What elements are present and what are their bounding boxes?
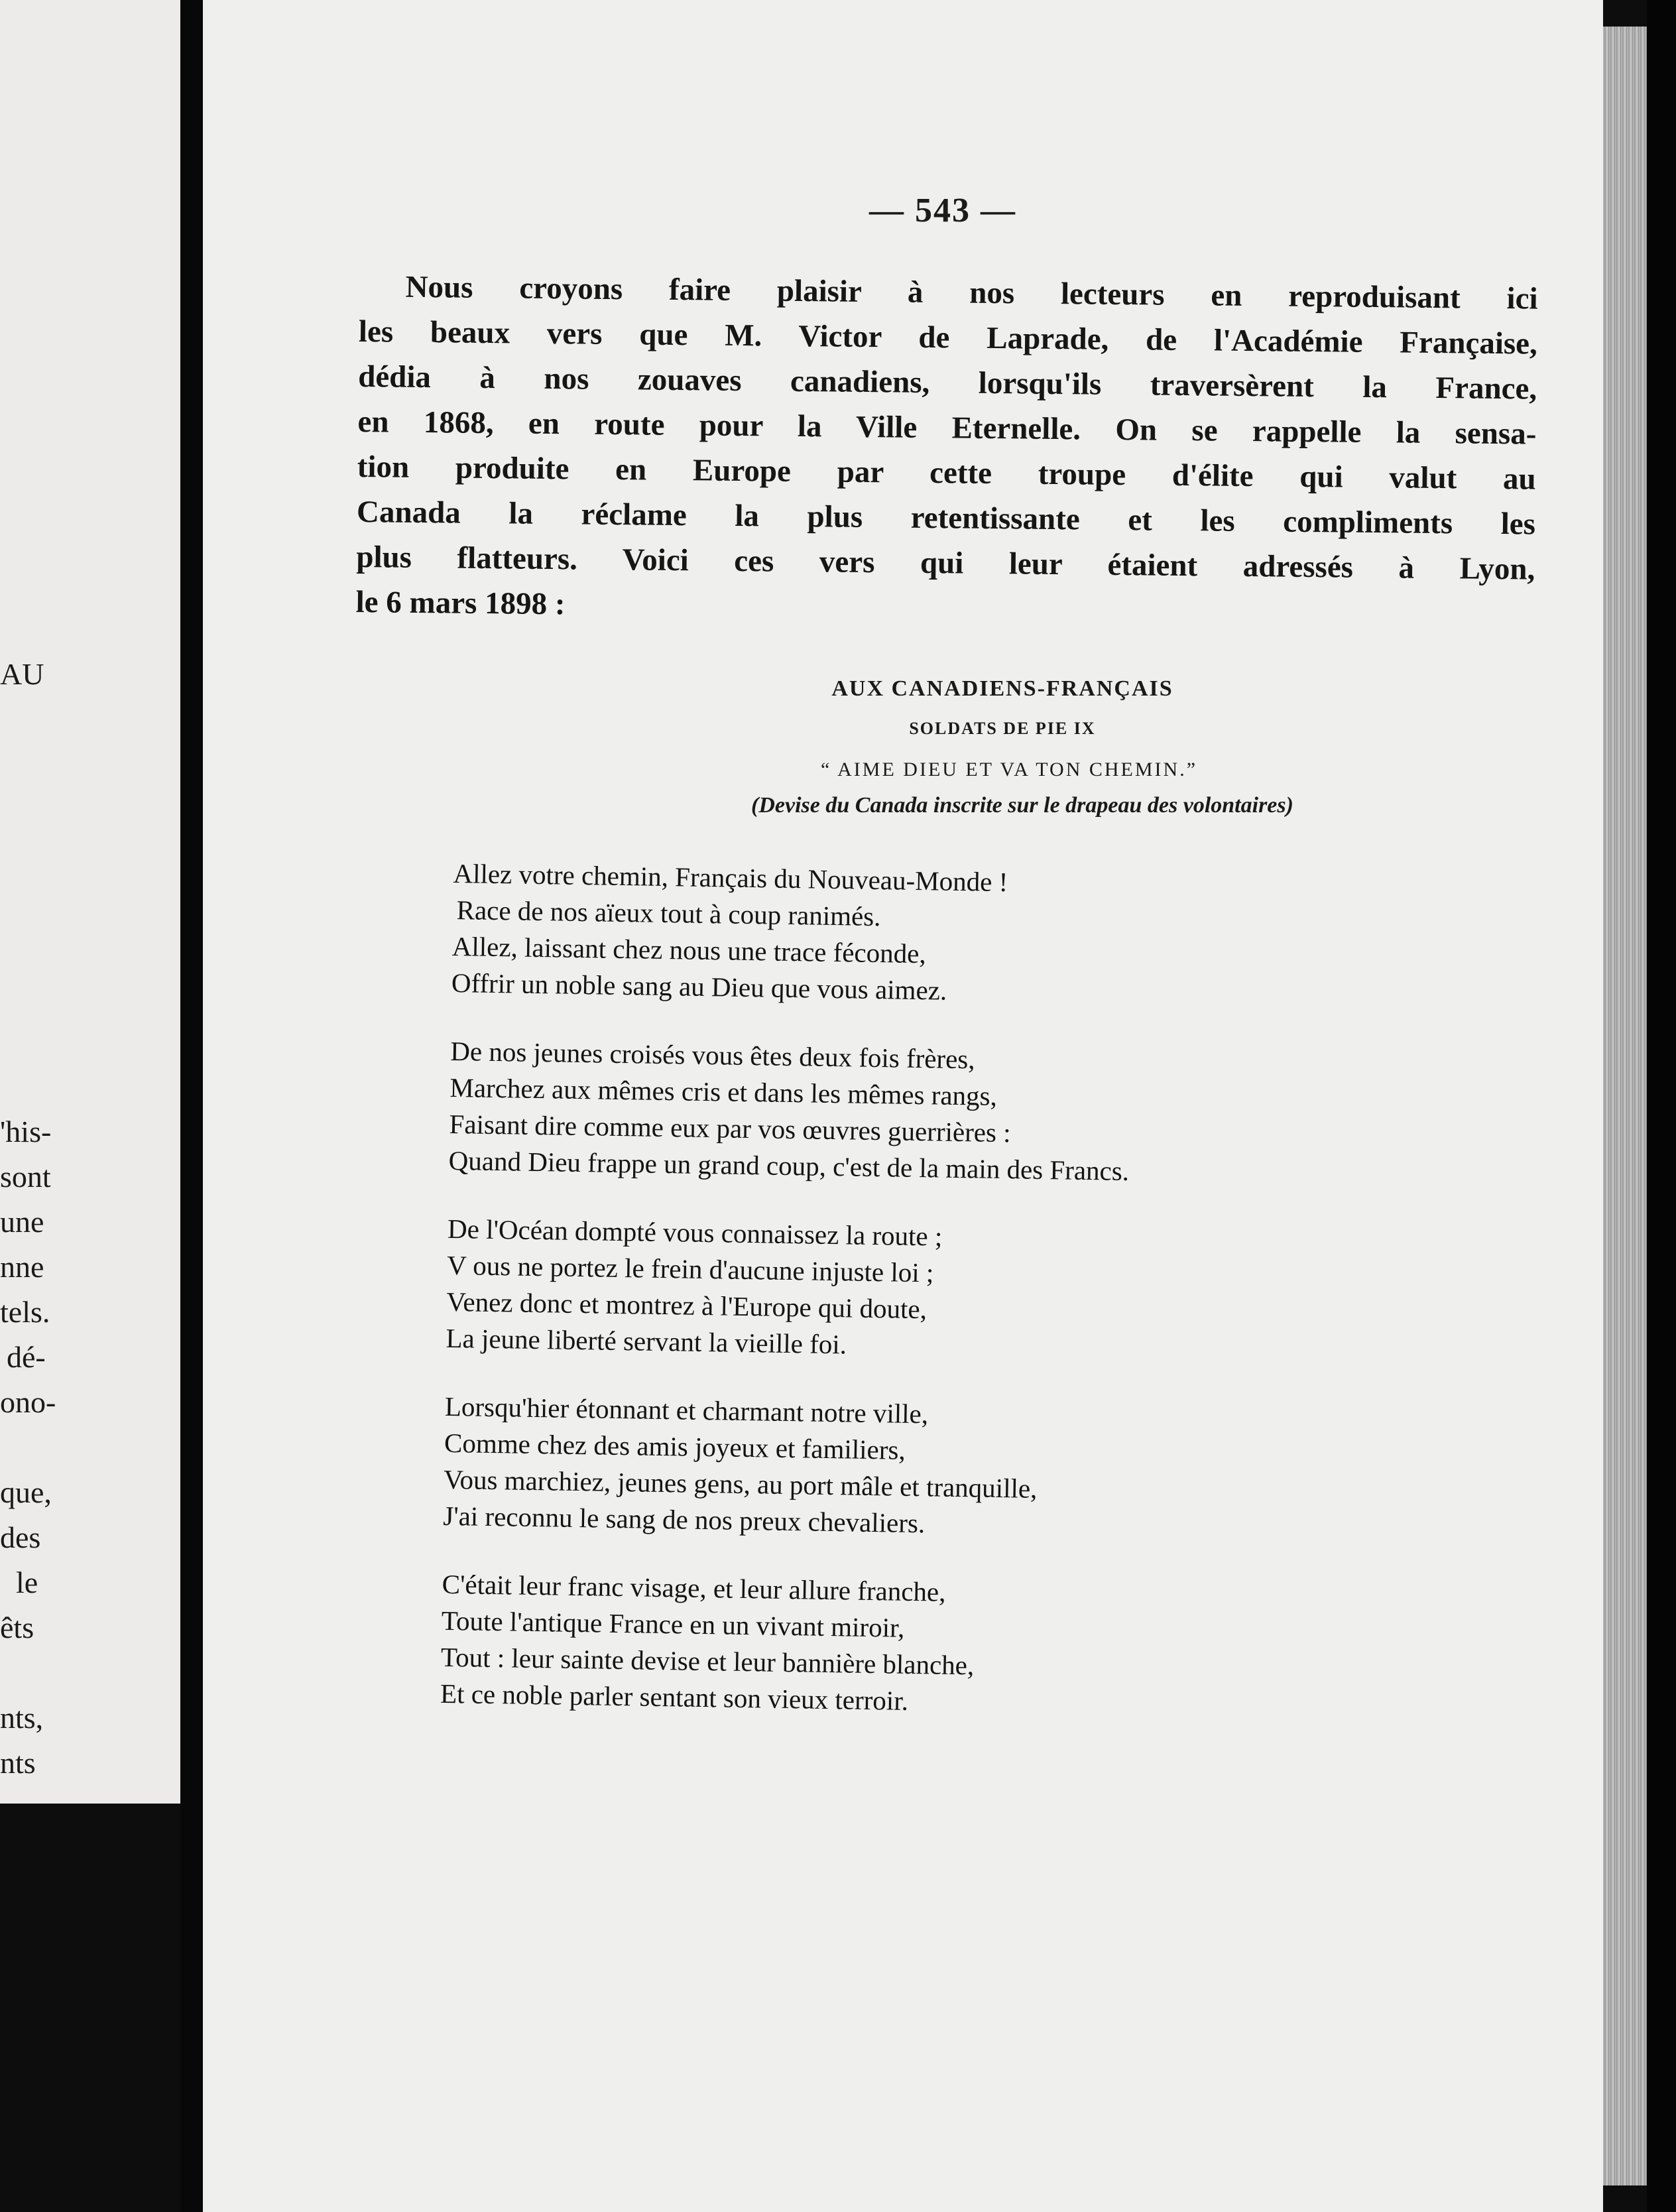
intro-line: Nous croyons faire plaisir à nos lecteurs en reproduisant ici [405,269,1538,316]
poem-verse: Vous marchiez, jeunes gens, au port mâle et tranquille, [443,1463,1038,1504]
book-gutter [180,0,203,2212]
left-page-fragment: tels. [0,1295,50,1329]
poem-stanza [448,1033,1484,1195]
poem-title: AUX CANADIENS-FRANÇAIS [831,676,1173,701]
intro-line: dédia à nos zouaves canadiens, lorsqu'ils traversèrent la France, [357,359,1537,406]
left-page-fragment: une [0,1205,44,1239]
page-number: — 543 — [869,192,1016,229]
poem-stanza [443,1388,1479,1550]
poem-verse: J'ai reconnu le sang de nos preux chevaliers. [442,1500,926,1539]
book-page [203,0,1603,2212]
intro-line: Canada la réclame la plus retentissante et les compliments les [356,494,1536,542]
poem-verse: Lorsqu'hier étonnant et charmant notre ville, [444,1390,929,1430]
scan-border [1647,0,1676,2212]
intro-paragraph [355,264,1538,637]
poem-verse: Toute l'antique France en un vivant miroir, [441,1605,905,1643]
left-page-fragment: AU [0,657,44,691]
poem-body [440,855,1488,1760]
poem-verse: Quand Dieu frappe un grand coup, c'est de la main des Francs. [448,1144,1130,1187]
poem-verse: De l'Océan dompté vous connaissez la route ; [447,1213,943,1252]
intro-line: en 1868, en route pour la Ville Eternelle. On se rappelle la sensa- [357,404,1537,452]
left-page-fragment: le [16,1566,38,1599]
left-page-fragment: 'his- [0,1115,52,1148]
left-page-fragment: dé- [7,1340,46,1374]
poem-verse: Et ce noble parler sentant son vieux terroir. [440,1678,909,1716]
poem-verse: Tout : leur sainte devise et leur bannière blanche, [440,1641,975,1681]
poem-verse: Comme chez des amis joyeux et familiers, [444,1427,906,1465]
poem-stanza [440,1566,1476,1728]
intro-line: tion produite en Europe par cette troupe d'élite qui valut au [357,449,1536,497]
poem-motto: “ AIME DIEU ET VA TON CHEMIN.” [820,759,1198,780]
poem-verse: Allez, laissant chez nous une trace féconde, [451,930,927,969]
poem-verse: C'était leur franc visage, et leur allure franche, [442,1568,946,1607]
poem-stanza [451,855,1488,1017]
poem-stanza [446,1211,1482,1373]
poem-verse: Race de nos aïeux tout à coup ranimés. [456,894,881,932]
poem-verse: La jeune liberté servant la vieille foi. [446,1322,847,1360]
left-page-fragment: nne [0,1250,44,1284]
poem-verse: Faisant dire comme eux par vos œuvres guerrières : [449,1108,1011,1148]
intro-line: le 6 mars 1898 : [355,584,566,622]
left-page-fragment: nts, [0,1701,44,1735]
book-page-edges [1603,27,1647,2185]
poem-verse: V ous ne portez le frein d'aucune injuste loi ; [446,1249,934,1288]
poem-verse: Marchez aux mêmes cris et dans les mêmes rangs, [449,1072,998,1111]
intro-line: plus flatteurs. Voici ces vers qui leur étaient adressés à Lyon, [356,539,1535,587]
poem-heading [203,676,1603,818]
left-page-fragment: nts [0,1746,36,1780]
poem-verse: Allez votre chemin, Français du Nouveau-Monde ! [453,857,1008,898]
left-page-fragment: ono- [0,1385,56,1419]
left-page-fragment: êts [0,1611,34,1644]
left-page-fragment: que, [0,1475,52,1509]
left-page-fragment: des [0,1520,41,1554]
intro-line: les beaux vers que M. Victor de Laprade, de l'Académie Française, [358,314,1538,361]
left-page-fragment: sont [0,1160,51,1194]
previous-page-fragment [0,0,180,1804]
poem-verse: Venez donc et montrez à l'Europe qui doute, [446,1286,928,1325]
poem-verse: Offrir un noble sang au Dieu que vous aimez. [451,967,947,1006]
poem-motto-note: (Devise du Canada inscrite sur le drapeau des volontaires) [751,793,1293,818]
poem-verse: De nos jeunes croisés vous êtes deux fois frères, [450,1035,975,1075]
poem-subtitle: SOLDATS DE PIE IX [909,719,1096,738]
